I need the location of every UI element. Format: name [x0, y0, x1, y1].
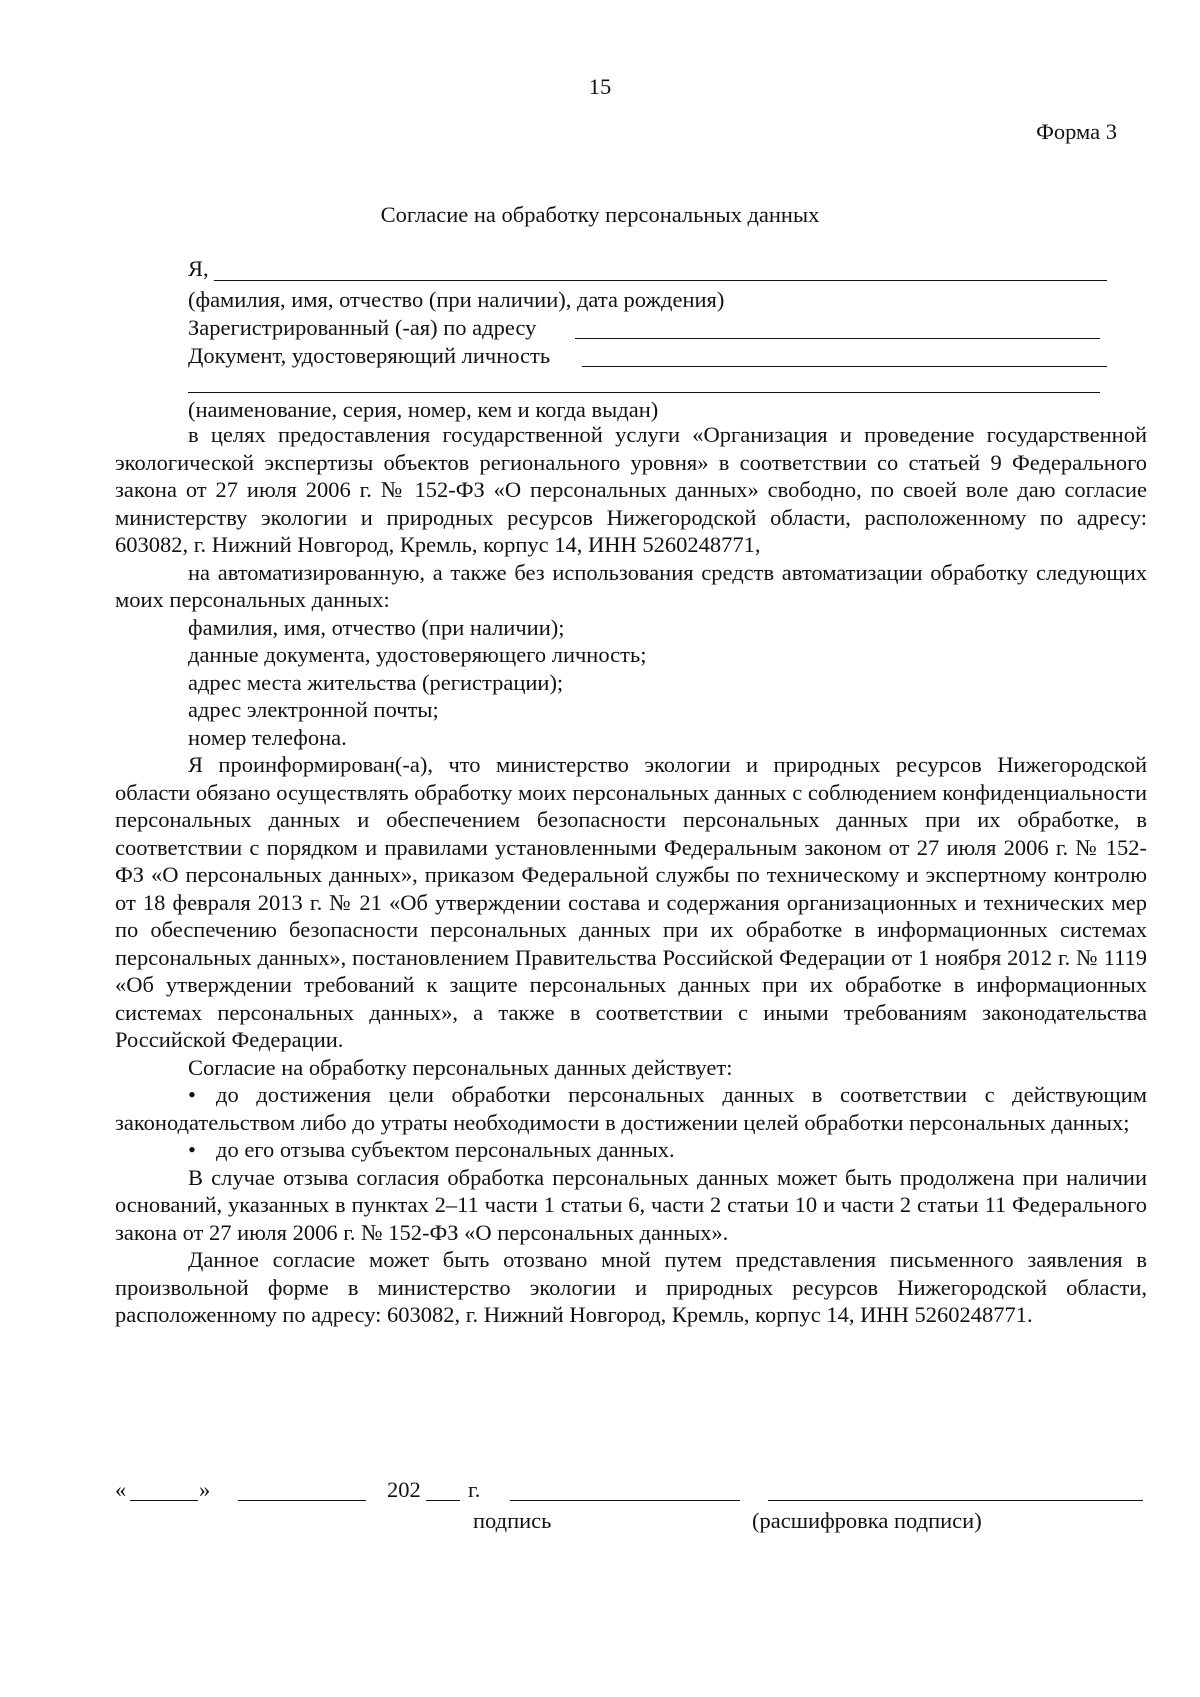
page-number: 15	[588, 74, 612, 99]
paragraph-validity: Согласие на обработку персональных данных действует:	[188, 1054, 733, 1080]
document-line-2[interactable]	[188, 392, 1100, 393]
quote-open: «	[115, 1477, 127, 1502]
list-item: фамилия, имя, отчество (при наличии);	[188, 614, 565, 640]
month-line[interactable]	[238, 1500, 366, 1501]
fio-caption: (фамилия, имя, отчество (при наличии), дата рождения)	[188, 287, 725, 312]
decoding-caption: (расшифровка подписи)	[752, 1508, 982, 1533]
list-item: адрес электронной почты;	[188, 697, 439, 722]
paragraph-processing: на автоматизированную, а также без использования средств автоматизации обработку следующих моих персональных данных:	[115, 559, 1147, 612]
document-label: Документ, удостоверяющий личность	[188, 343, 551, 368]
document-title: Согласие на обработку персональных данных	[380, 202, 820, 227]
paragraph-withdrawal: В случае отзыва согласия обработка персональных данных может быть продолжена при наличии оснований, указанных в пунктах 2–11 части 1 статьи 6, части 2 статьи 10 и части 2 статьи 11 Федерального закона от 27 июля 2006 г. № 152-ФЗ «О персональных данных».	[115, 1164, 1147, 1245]
paragraph-informed: Я проинформирован(-а), что министерство экологии и природных ресурсов Нижегородской области обязано осуществлять обработку моих персональных данных с соблюдением конфиденциальности персональных данных и обеспечением безопасности персональных данных при их обработке, в соответствии с порядком и правилами установленными Федеральным законом от 27 июля 2006 г. № 152-ФЗ «О персональных данных», приказом Федеральной службы по техническому и экспертному контролю от 18 февраля 2013 г. № 21 «Об утверждении состава и содержания организационных и технических мер по обеспечению безопасности персональных данных при их обработке в информационных системах персональных данных», постановлением Правительства Российской Федерации от 1 ноября 2012 г. № 1119 «Об утверждении требований к защите персональных данных при их обработке в информационных системах персональных данных», а также в соответствии с иными требованиям законодательства Российской Федерации.	[115, 752, 1147, 1052]
list-item: адрес места жительства (регистрации);	[188, 669, 564, 695]
bullet-item	[115, 1081, 1147, 1136]
document-body	[115, 421, 1147, 1329]
paragraph-revocation: Данное согласие может быть отозвано мной путем представления письменного заявления в произвольной форме в министерство экологии и природных ресурсов Нижегородской области, расположенному по адресу: 603082, г. Нижний Новгород, Кремль, корпус 14, ИНН 5260248771.	[115, 1247, 1147, 1327]
address-label: Зарегистрированный (-ая) по адресу	[188, 315, 537, 340]
quote-close: »	[199, 1477, 211, 1502]
paragraph-purpose: в целях предоставления государственной услуги «Организация и проведение государственной экологической экспертизы объектов регионального уровня» в соответствии со статьей 9 Федерального закона от 27 июля 2006 г. № 152-ФЗ «О персональных данных» свободно, по своей воле даю согласие министерству экологии и природных ресурсов Нижегородской области, расположенному по адресу: 603082, г. Нижний Новгород, Кремль, корпус 14, ИНН 5260248771,	[115, 422, 1147, 557]
form-label: Форма 3	[1036, 119, 1117, 144]
year-prefix: 202	[387, 1477, 421, 1502]
bullet-item	[115, 1136, 1147, 1164]
year-line[interactable]	[426, 1500, 460, 1501]
document-line[interactable]	[582, 366, 1107, 367]
signature-line[interactable]	[510, 1500, 740, 1501]
day-line[interactable]	[130, 1500, 198, 1501]
bullet-text: до его отзыва субъектом персональных данных.	[216, 1137, 675, 1162]
document-caption: (наименование, серия, номер, кем и когда выдан)	[188, 397, 659, 422]
bullet-icon: •	[188, 1137, 196, 1162]
bullet-text: до достижения цели обработки персональных данных в соответствии с действующим законодательством либо до утраты необходимости в достижении целей обработки персональных данных;	[115, 1082, 1147, 1135]
list-item: номер телефона.	[188, 724, 347, 750]
fio-line[interactable]	[214, 280, 1107, 281]
address-line[interactable]	[575, 338, 1100, 339]
year-suffix: г.	[468, 1477, 481, 1502]
bullet-icon: •	[188, 1082, 196, 1107]
i-label: Я,	[188, 256, 209, 281]
signature-caption: подпись	[473, 1508, 552, 1533]
decoding-line[interactable]	[768, 1500, 1143, 1501]
list-item: данные документа, удостоверяющего личность;	[188, 642, 647, 667]
